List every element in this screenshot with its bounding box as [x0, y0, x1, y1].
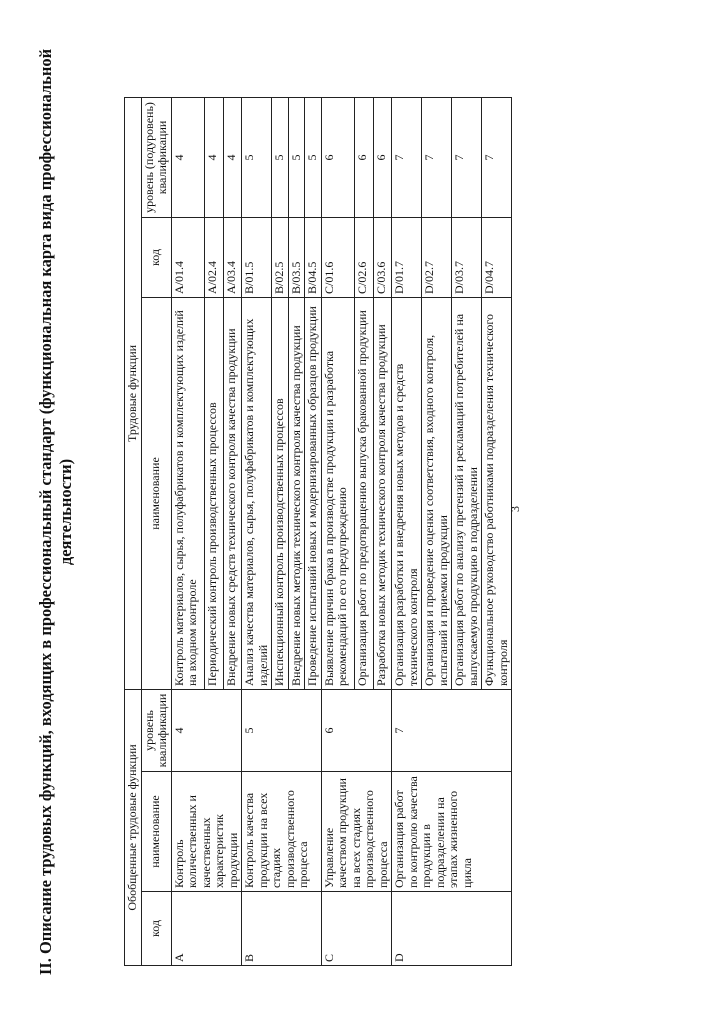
function-level: 7: [482, 97, 512, 217]
function-code: C/03.6: [373, 217, 391, 297]
function-level: 6: [321, 97, 355, 217]
function-name: Организация разработки и внедрения новых методов и средств технического контроля: [392, 297, 422, 689]
group-level: 6: [321, 689, 392, 771]
col-name-header: наименование: [141, 772, 171, 892]
page-number-side: 3: [508, 506, 522, 512]
group-code: D: [392, 892, 512, 966]
function-code: A/02.4: [205, 217, 223, 297]
function-code: A/03.4: [223, 217, 241, 297]
function-name: Контроль материалов, сырья, полуфабрикатов и комплектующих изделий на входном контроле: [171, 297, 205, 689]
section-title: II. Описание трудовых функций, входящих в профессиональный стандарт (функциональная карта вида профессиональной деятельности): [36, 48, 75, 976]
function-name: Инспекционный контроль производственных процессов: [272, 297, 289, 689]
col-function-code-header: код: [141, 217, 171, 297]
function-name: Периодический контроль производственных процессов: [205, 297, 223, 689]
table-row: [242, 97, 272, 965]
function-code: C/01.6: [321, 217, 355, 297]
group-name: Организация работ по контролю качества продукции в подразделении на этапах жизненного цикла: [392, 772, 512, 892]
function-name: Разработка новых методик технического контроля качества продукции: [373, 297, 391, 689]
function-level: 7: [392, 97, 422, 217]
function-code: D/02.7: [422, 217, 452, 297]
group-name: Контроль количественных и качественных характеристик продукции: [171, 772, 242, 892]
function-name: Выявление причин брака в производстве продукции и разработка рекомендаций по его предупреждению: [321, 297, 355, 689]
function-level: 6: [355, 97, 373, 217]
function-name: Организация и проведение оценки соответствия, входного контроля, испытаний и приемки продукции: [422, 297, 452, 689]
function-level: 4: [171, 97, 205, 217]
table-row: [321, 97, 355, 965]
group-code: B: [242, 892, 322, 966]
group-name: Контроль качества продукции на всех стадиях производственного процесса: [242, 772, 322, 892]
table-row: [171, 97, 205, 965]
function-level: 5: [242, 97, 272, 217]
function-code: B/01.5: [242, 217, 272, 297]
function-code: D/03.7: [452, 217, 482, 297]
table-row: [392, 97, 422, 965]
function-level: 6: [373, 97, 391, 217]
col-function-name-header: наименование: [141, 297, 171, 689]
group-code: A: [171, 892, 242, 966]
generalized-functions-header: Обобщенные трудовые функции: [125, 689, 142, 965]
function-code: D/04.7: [482, 217, 512, 297]
function-code: B/02.5: [272, 217, 289, 297]
function-name: Проведение испытаний новых и модернизированных образцов продукции: [305, 297, 322, 689]
function-level: 5: [305, 97, 322, 217]
function-name: Функциональное руководство работниками подразделения технического контроля: [482, 297, 512, 689]
group-code: C: [321, 892, 392, 966]
function-name: Внедрение новых средств технического контроля качества продукции: [223, 297, 241, 689]
function-level: 7: [422, 97, 452, 217]
col-level-header: уровень квалификации: [141, 689, 171, 771]
function-code: D/01.7: [392, 217, 422, 297]
function-name: Организация работ по предотвращению выпуска бракованной продукции: [355, 297, 373, 689]
col-code-header: код: [141, 892, 171, 966]
function-name: Внедрение новых методик технического контроля качества продукции: [288, 297, 305, 689]
group-level: 7: [392, 689, 512, 771]
function-level: 5: [288, 97, 305, 217]
function-code: C/02.6: [355, 217, 373, 297]
function-level: 7: [452, 97, 482, 217]
group-level: 5: [242, 689, 322, 771]
labor-functions-header: Трудовые функции: [125, 97, 142, 689]
col-function-level-header: уровень (подуровень) квалификации: [141, 97, 171, 217]
functional-map-table: [124, 97, 512, 966]
function-code: A/01.4: [171, 217, 205, 297]
function-level: 4: [223, 97, 241, 217]
group-level: 4: [171, 689, 242, 771]
function-code: B/03.5: [288, 217, 305, 297]
group-name: Управление качеством продукции на всех стадиях производственного процесса: [321, 772, 392, 892]
function-code: B/04.5: [305, 217, 322, 297]
function-name: Анализ качества материалов, сырья, полуфабрикатов и комплектующих изделий: [242, 297, 272, 689]
function-level: 4: [205, 97, 223, 217]
function-level: 5: [272, 97, 289, 217]
function-name: Организация работ по анализу претензий и рекламаций потребителей на выпускаемую продукцию в подразделении: [452, 297, 482, 689]
